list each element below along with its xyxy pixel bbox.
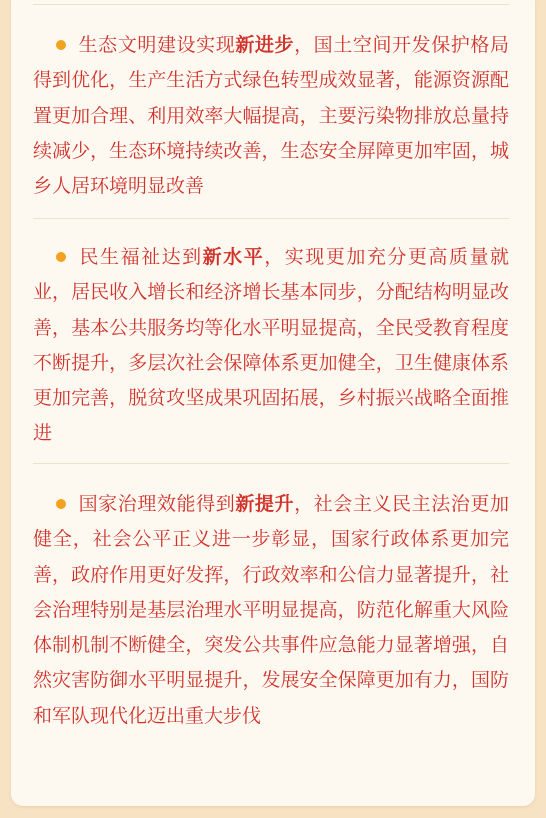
section-governance: [33, 487, 509, 734]
section-text-after: ，社会主义民主法治更加健全，社会公平正义进一步彰显，国家行政体系更加完善，政府作用更好发挥，行政效率和公信力显著提升，社会治理特别是基层治理水平明显提高，防范化解重大风险体制机制不断健全，突发公共事件应急能力显著增强，自然灾害防御水平明显提升，发展安全保障更加有力，国防和军队现代化迈出重大步伐: [33, 493, 509, 727]
section-text-after: ，国土空间开发保护格局得到优化，生产生活方式绿色转型成效显著，能源资源配置更加合理、利用效率大幅提高，主要污染物排放总量持续减少，生态环境持续改善，生态安全屏障更加牢固，城乡人居环境明显改善: [33, 34, 509, 198]
section-highlight: 新水平: [202, 246, 265, 268]
bullet-dot-icon: [56, 40, 66, 50]
section-highlight: 新进步: [235, 34, 295, 56]
section-text-after: ，实现更加充分更高质量就业，居民收入增长和经济增长基本同步，分配结构明显改善，基本公共服务均等化水平明显提高，全民受教育程度不断提升，多层次社会保障体系更加健全，卫生健康体系更加完善，脱贫攻坚成果巩固拓展，乡村振兴战略全面推进: [33, 246, 509, 445]
bullet-dot-icon: [56, 252, 66, 262]
section-text-before: 民生福祉达到: [78, 246, 203, 268]
section-livelihood: [33, 240, 509, 452]
section-text-before: 国家治理效能得到: [78, 493, 236, 515]
bullet-dot-icon: [56, 499, 66, 509]
content-card: [11, 0, 535, 806]
section-ecology: [33, 28, 509, 204]
divider-top: [33, 4, 509, 5]
section-text-before: 生态文明建设实现: [78, 34, 236, 56]
section-highlight: 新提升: [235, 493, 295, 515]
divider-2: [33, 463, 509, 464]
divider-1: [33, 218, 509, 219]
